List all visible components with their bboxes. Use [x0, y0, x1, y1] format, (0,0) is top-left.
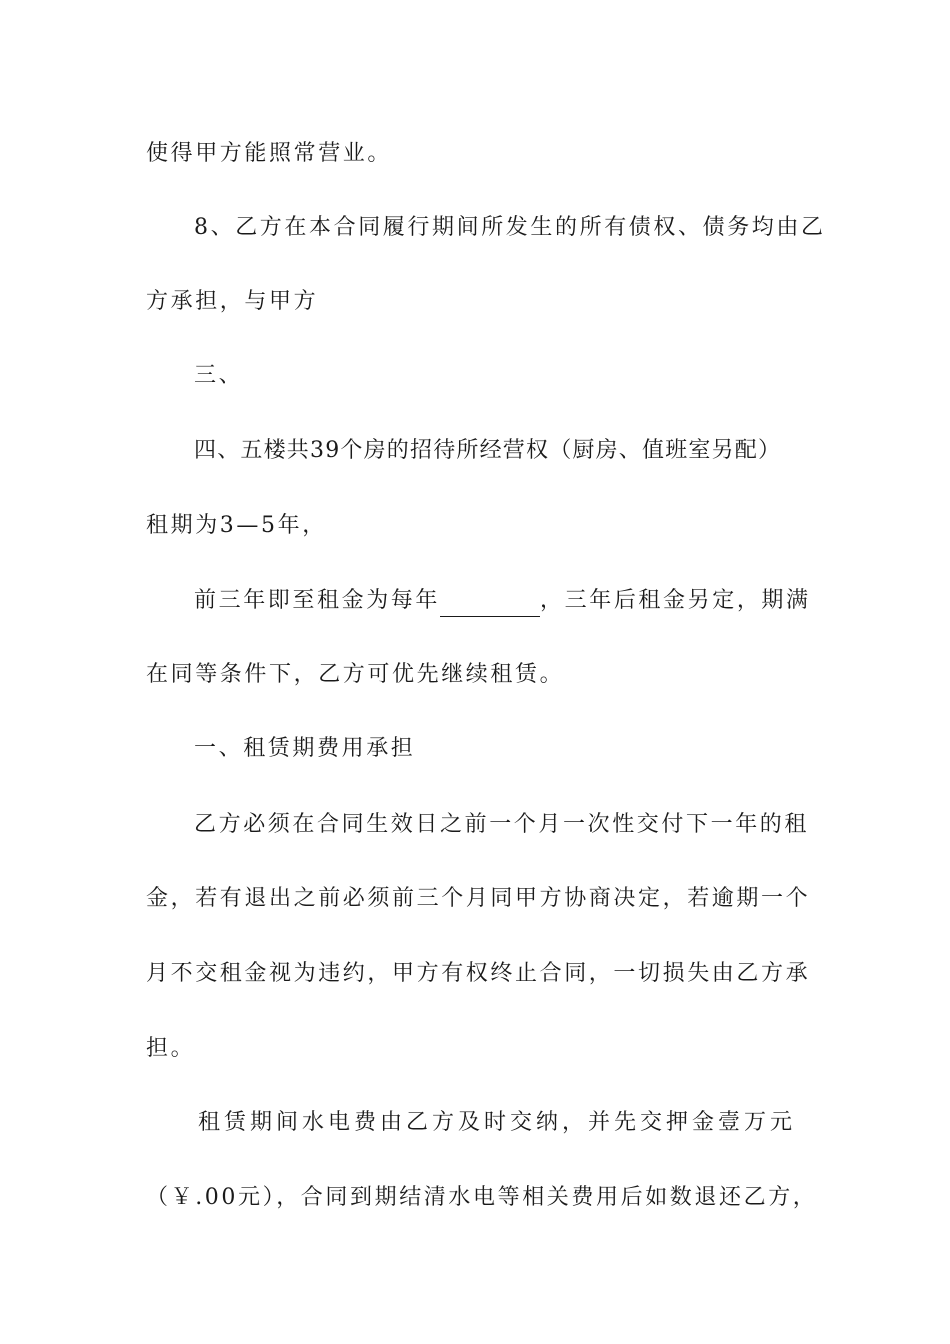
- paragraph-line: 三、: [194, 363, 244, 388]
- paragraph-line-with-blank: [194, 586, 864, 617]
- paragraph-line: （￥.00元），合同到期结清水电等相关费用后如数退还乙方，: [146, 1185, 818, 1210]
- paragraph-line: 租赁期间水电费由乙方及时交纳，并先交押金壹万元: [198, 1110, 797, 1135]
- paragraph-line: 金，若有退出之前必须前三个月同甲方协商决定，若逾期一个: [146, 886, 811, 911]
- text-before-blank: 前三年即至租金为每年: [194, 588, 441, 613]
- paragraph-line: 四、五楼共39个房的招待所经营权（厨房、值班室另配）: [194, 438, 782, 463]
- section-heading: 一、租赁期费用承担: [194, 736, 416, 761]
- paragraph-line: 在同等条件下，乙方可优先继续租赁。: [146, 662, 565, 687]
- paragraph-line: 使得甲方能照常营业。: [146, 141, 393, 166]
- paragraph-line: 8、乙方在本合同履行期间所发生的所有债权、债务均由乙: [194, 215, 826, 240]
- paragraph-line: 租期为3—5年，: [146, 513, 327, 538]
- paragraph-line: 乙方必须在合同生效日之前一个月一次性交付下一年的租: [194, 812, 810, 837]
- paragraph-line: 月不交租金视为违约，甲方有权终止合同，一切损失由乙方承: [146, 961, 811, 986]
- text-after-blank: ，三年后租金另定，期满: [540, 588, 811, 613]
- paragraph-line: 担。: [146, 1036, 196, 1061]
- paragraph-line: 方承担，与甲方: [146, 289, 319, 314]
- fill-in-blank: [440, 586, 540, 617]
